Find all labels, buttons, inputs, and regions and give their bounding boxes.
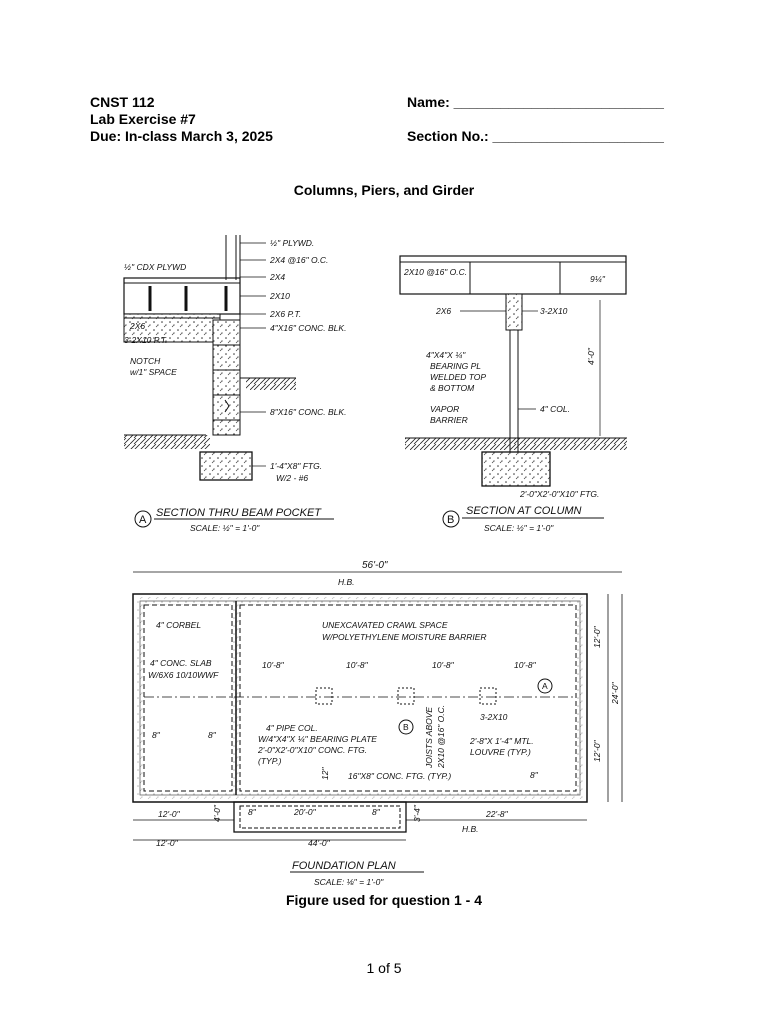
label-joist: 2X4 @16" O.C. xyxy=(270,255,329,265)
plan-drawing xyxy=(133,572,622,840)
plan-right-all: 24'-0" xyxy=(610,682,620,704)
plan-corbel: 4" CORBEL xyxy=(156,620,202,630)
b-height: 4'-0" xyxy=(586,348,596,365)
plan-marker-a: A xyxy=(542,681,548,691)
detail-b-title: SECTION AT COLUMN xyxy=(466,505,582,517)
plan-bot-1200: 12'-0" xyxy=(156,838,178,848)
page-title: Columns, Piers, and Girder xyxy=(293,182,475,198)
figure-caption: Figure used for question 1 - 4 xyxy=(285,892,483,908)
name-field[interactable]: Name: ___________________________ xyxy=(407,94,664,110)
plan-girder: 3-2X10 xyxy=(480,712,508,722)
label-block-top: 4"X16" CONC. BLK. xyxy=(270,323,347,333)
plan-ftgs: 16"X8" CONC. FTG. (TYP.) xyxy=(348,771,452,781)
plan-pipe1: 4" PIPE COL. xyxy=(266,723,318,733)
plan-bot-34: 3'-4" xyxy=(412,805,422,822)
label-girder: 3-2X10 P.T. xyxy=(124,335,168,345)
label-block: 8"X16" CONC. BLK. xyxy=(270,407,347,417)
plan-hb-top: H.B. xyxy=(338,577,355,587)
label-2x4: 2X4 xyxy=(270,272,286,282)
plan-right-top: 12'-0" xyxy=(592,626,602,648)
plan-joists: JOISTS ABOVE xyxy=(424,706,434,768)
plan-span2: 10'-8" xyxy=(346,660,368,670)
label-ftg: 1'-4"X8" FTG. xyxy=(270,461,323,471)
plan-bot-8b: 8" xyxy=(372,807,380,817)
b-joist: 2X10 @16" O.C. xyxy=(404,267,468,277)
plan-span1: 10'-8" xyxy=(262,660,284,670)
plan-eight-r: 8" xyxy=(530,770,538,780)
plan-louvre2: LOUVRE (TYP.) xyxy=(470,747,531,757)
detail-a-scale: SCALE: ½" = 1'-0" xyxy=(190,523,260,533)
marker-a: A xyxy=(139,514,147,526)
plan-pipe2: W/4"X4"X ¼" BEARING PLATE xyxy=(258,734,377,744)
plan-joists2: 2X10 @16" O.C. xyxy=(436,704,446,768)
plan-overall: 56'-0" xyxy=(362,560,388,571)
plan-marker-b: B xyxy=(403,722,409,732)
plan-bot-22: 22'-8" xyxy=(486,809,508,819)
plan-scale: SCALE: ⅛" = 1'-0" xyxy=(314,877,384,887)
plan-slab2: W/6X6 10/10WWF xyxy=(148,670,219,680)
plan-crawl1: UNEXCAVATED CRAWL SPACE xyxy=(322,620,448,630)
plan-bot-40: 4'-0" xyxy=(212,805,222,822)
plan-bot-12: 12'-0" xyxy=(158,809,180,819)
b-plate2: BEARING PL xyxy=(430,361,482,371)
plan-twelve-in: 12" xyxy=(320,767,330,780)
course-code: CNST 112 xyxy=(90,94,155,110)
plan-bot-44: 44'-0" xyxy=(308,838,330,848)
label-2x10: 2X10 xyxy=(270,291,290,301)
detail-b-labels xyxy=(403,267,606,533)
label-sill: 2X6 P.T. xyxy=(270,309,302,319)
b-plate1: 4"X4"X ¼" xyxy=(426,350,466,360)
due-date: Due: In-class March 3, 2025 xyxy=(90,128,273,144)
plan-louvre1: 2'-8"X 1'-4" MTL. xyxy=(470,736,534,746)
section-field[interactable]: Section No.: ______________________ xyxy=(407,128,664,144)
label-plywd: ½" PLYWD. xyxy=(270,238,315,248)
b-vapor2: BARRIER xyxy=(430,415,468,425)
plan-right-bot: 12'-0" xyxy=(592,740,602,762)
plan-crawl2: W/POLYETHYLENE MOISTURE BARRIER xyxy=(322,632,487,642)
plan-pipe3: 2'-0"X2'-0"X10" CONC. FTG. xyxy=(258,745,368,755)
page-number: 1 of 5 xyxy=(366,960,402,976)
plan-span3: 10'-8" xyxy=(432,660,454,670)
marker-b: B xyxy=(447,514,455,526)
lab-title: Lab Exercise #7 xyxy=(90,111,196,127)
plan-hb-bot: H.B. xyxy=(462,824,479,834)
label-notch: NOTCH xyxy=(130,356,161,366)
detail-b-scale: SCALE: ½" = 1'-0" xyxy=(484,523,554,533)
plan-eight-l: 8" xyxy=(152,730,160,740)
plan-bot-20: 20'-0" xyxy=(294,807,316,817)
b-2x6: 2X6 xyxy=(436,306,452,316)
label-notch2: w/1" SPACE xyxy=(130,367,177,377)
b-girder: 3-2X10 xyxy=(540,306,568,316)
b-dim-top: 9¼" xyxy=(590,274,605,284)
plan-slab1: 4" CONC. SLAB xyxy=(150,658,212,668)
detail-a-title: SECTION THRU BEAM POCKET xyxy=(156,507,322,519)
plan-eight-m: 8" xyxy=(208,730,216,740)
b-vapor1: VAPOR xyxy=(430,404,460,414)
label-cdx: ½" CDX PLYWD xyxy=(124,262,187,272)
label-ftg2: W/2 - #6 xyxy=(276,473,309,483)
detail-b xyxy=(400,256,627,486)
b-plate3: WELDED TOP xyxy=(430,372,487,382)
b-ftg: 2'-0"X2'-0"X10" FTG. xyxy=(520,489,600,499)
plan-bot-8a: 8" xyxy=(248,807,256,817)
plan-span4: 10'-8" xyxy=(514,660,536,670)
label-2x6: 2X6 xyxy=(130,321,146,331)
plan-pipe4: (TYP.) xyxy=(258,756,282,766)
plan-title: FOUNDATION PLAN xyxy=(292,860,396,872)
b-plate4: & BOTTOM xyxy=(430,383,475,393)
b-col: 4" COL. xyxy=(540,404,570,414)
